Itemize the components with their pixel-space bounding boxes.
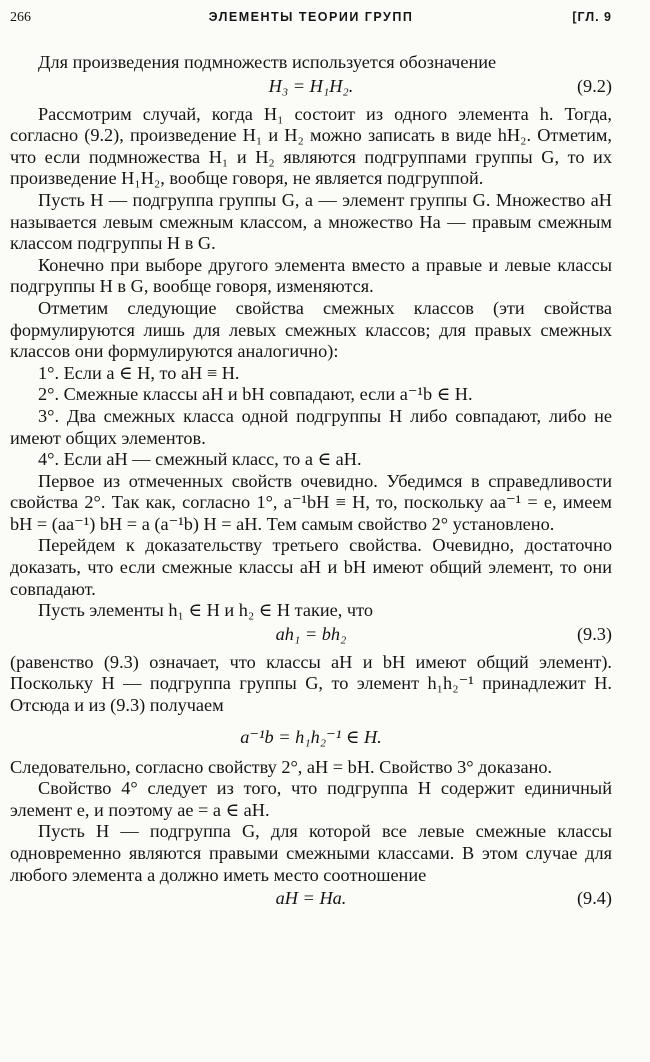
formula-text: aH = Ha.	[275, 888, 347, 909]
paragraph: (равенство (9.3) означает, что классы aH и bH имеют общий элемент). Поскольку H — подгруппа группы G, то элемент h₁h₂⁻¹ принадлежит H. Отсюда и из (9.3) получаем	[10, 651, 612, 716]
paragraph: Пусть H — подгруппа группы G, a — элемент группы G. Множество aH называется левым смежным классом, а множество Ha — правым смежным классом подгруппы H в G.	[10, 189, 612, 254]
page-body	[10, 52, 612, 910]
paragraph: Для произведения подмножеств используется обозначение	[38, 52, 497, 72]
formula-text: H₃ = H₁H₂.	[268, 75, 354, 96]
paragraph: Пусть H — подгруппа G, для которой все левые смежные классы одновременно являются правыми смежными классами. В этом случае для любого элемента a должно иметь место соотношение	[10, 821, 612, 885]
paragraph: Первое из отмеченных свойств очевидно. Убедимся в справедливости свойства 2°. Так как, согласно 1°, a⁻¹bH ≡ H, то, поскольку aa⁻¹ = e, имеем bH = (aa⁻¹) bH = a (a⁻¹b) H = aH. Тем самым свойство 2° установлено.	[10, 470, 612, 534]
paragraph: Отметим следующие свойства смежных классов (эти свойства формулируются лишь для левых смежных классов; для правых смежных классов они формулируются аналогично):	[10, 297, 612, 362]
paragraph: Рассмотрим случай, когда H₁ состоит из одного элемента h. Тогда, согласно (9.2), произведение H₁ и H₂ можно записать в виде hH₂. Отметим, что если подмножества H₁ и H₂ являются подгруппами группы G, то их произведение H₁H₂, вообще говоря, не является подгруппой.	[10, 103, 612, 189]
paragraph: Следовательно, согласно свойству 2°, aH = bH. Свойство 3° доказано.	[10, 756, 553, 777]
property-item: 2°. Смежные классы aH и bH совпадают, если a⁻¹b ∈ H.	[38, 384, 473, 405]
chapter-label: [ГЛ. 9	[572, 10, 612, 24]
running-header	[10, 6, 612, 30]
equation-number: (9.3)	[576, 623, 612, 644]
paragraph: Пусть элементы h₁ ∈ H и h₂ ∈ H такие, что	[38, 600, 374, 621]
property-item: 1°. Если a ∈ H, то aH ≡ H.	[38, 362, 240, 383]
running-title: ЭЛЕМЕНТЫ ТЕОРИИ ГРУПП	[208, 10, 414, 24]
formula-9-4	[10, 886, 612, 910]
paragraph: Перейдем к доказательству третьего свойства. Очевидно, достаточно доказать, что если смежные классы aH и bH имеют общий элемент, то они совпадают.	[10, 535, 612, 599]
equation-number: (9.4)	[576, 888, 612, 909]
formula-9-2	[10, 74, 612, 98]
paragraph: Свойство 4° следует из того, что подгруппа H содержит единичный элемент e, и поэтому ae = a ∈ aH.	[10, 778, 612, 820]
paragraph: Конечно при выборе другого элемента вместо a правые и левые классы подгруппы H в G, вообще говоря, изменяются.	[10, 254, 612, 297]
formula-text: ah₁ = bh₂	[275, 623, 347, 644]
property-item: 3°. Два смежных класса одной подгруппы H либо совпадают, либо не имеют общих элементов.	[10, 405, 612, 448]
page-number: 266	[10, 10, 31, 25]
formula-9-3	[10, 622, 612, 646]
property-item: 4°. Если aH — смежный класс, то a ∈ aH.	[38, 449, 362, 470]
equation-number: (9.2)	[576, 75, 612, 96]
formula-a-inverse-b	[10, 717, 612, 757]
formula-text: a⁻¹b = h₁h₂⁻¹ ∈ H.	[240, 726, 382, 747]
